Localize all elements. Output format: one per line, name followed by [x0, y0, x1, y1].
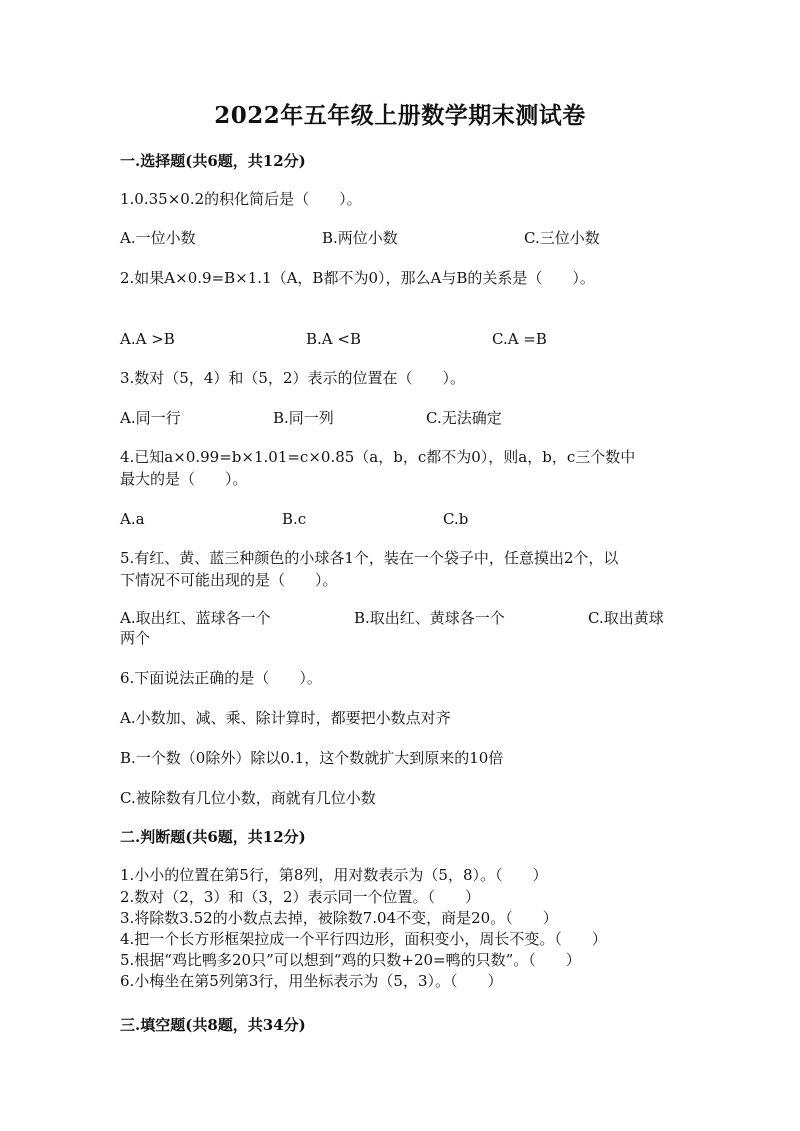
judge-item-5: 5.根据“鸡比鸭多20只”可以想到“鸡的只数+20=鸭的只数”。（ ） [120, 951, 581, 969]
question-2-stem: 2.如果A×0.9=B×1.1（A，B都不为0），那么A与B的关系是（ ）。 [120, 269, 595, 287]
question-1-option-a: A.一位小数 [120, 229, 196, 247]
question-4-option-b: B.c [282, 510, 307, 528]
question-5-stem-line2: 下情况不可能出现的是（ ）。 [120, 571, 338, 589]
judge-item-4: 4.把一个长方形框架拉成一个平行四边形，面积变小，周长不变。（ ） [120, 930, 607, 948]
judge-item-1: 1.小小的位置在第5行，第8列，用对数表示为（5，8）。（ ） [120, 866, 548, 884]
judge-item-3: 3.将除数3.52的小数点去掉，被除数7.04不变，商是20。（ ） [120, 909, 558, 927]
question-3-option-b: B.同一列 [273, 409, 334, 427]
question-6-option-c: C.被除数有几位小数，商就有几位小数 [120, 789, 376, 807]
question-5-option-a: A.取出红、蓝球各一个 [120, 609, 271, 627]
question-5-option-b: B.取出红、黄球各一个 [354, 609, 505, 627]
page-title: 2022年五年级上册数学期末测试卷 [214, 102, 586, 129]
question-1-stem: 1.0.35×0.2的积化简后是（ ）。 [120, 190, 362, 208]
question-1-option-c: C.三位小数 [524, 229, 600, 247]
section-heading-fill: 三.填空题(共8题，共34分) [120, 1016, 306, 1034]
judge-item-2: 2.数对（2，3）和（3，2）表示同一个位置。（ ） [120, 888, 480, 906]
section-heading-judge: 二.判断题(共6题，共12分) [120, 828, 306, 846]
question-4-stem-line1: 4.已知a×0.99=b×1.01=c×0.85（a，b，c都不为0），则a，b，c三个数中 [120, 448, 636, 466]
question-2-option-b: B.A <B [306, 330, 361, 348]
question-4-option-c: C.b [443, 510, 469, 528]
question-2-option-c: C.A =B [492, 330, 547, 348]
question-4-stem-line2: 最大的是（ ）。 [120, 470, 248, 488]
judge-item-6: 6.小梅坐在第5列第3行，用坐标表示为（5，3）。（ ） [120, 972, 503, 990]
question-4-option-a: A.a [120, 510, 145, 528]
question-6-option-b: B.一个数（0除外）除以0.1，这个数就扩大到原来的10倍 [120, 749, 504, 767]
section-heading-choice: 一.选择题(共6题，共12分) [120, 152, 306, 170]
question-6-option-a: A.小数加、减、乘、除计算时，都要把小数点对齐 [120, 709, 451, 727]
question-3-option-a: A.同一行 [120, 409, 181, 427]
question-5-option-c-continued: 两个 [120, 629, 151, 647]
question-5-stem-line1: 5.有红、黄、蓝三种颜色的小球各1个，装在一个袋子中，任意摸出2个，以 [120, 549, 619, 567]
question-1-option-b: B.两位小数 [322, 229, 398, 247]
question-6-stem: 6.下面说法正确的是（ ）。 [120, 669, 322, 687]
question-3-stem: 3.数对（5，4）和（5，2）表示的位置在（ ）。 [120, 369, 465, 387]
question-3-option-c: C.无法确定 [426, 409, 502, 427]
question-5-option-c: C.取出黄球 [588, 609, 664, 627]
question-2-option-a: A.A >B [120, 330, 175, 348]
